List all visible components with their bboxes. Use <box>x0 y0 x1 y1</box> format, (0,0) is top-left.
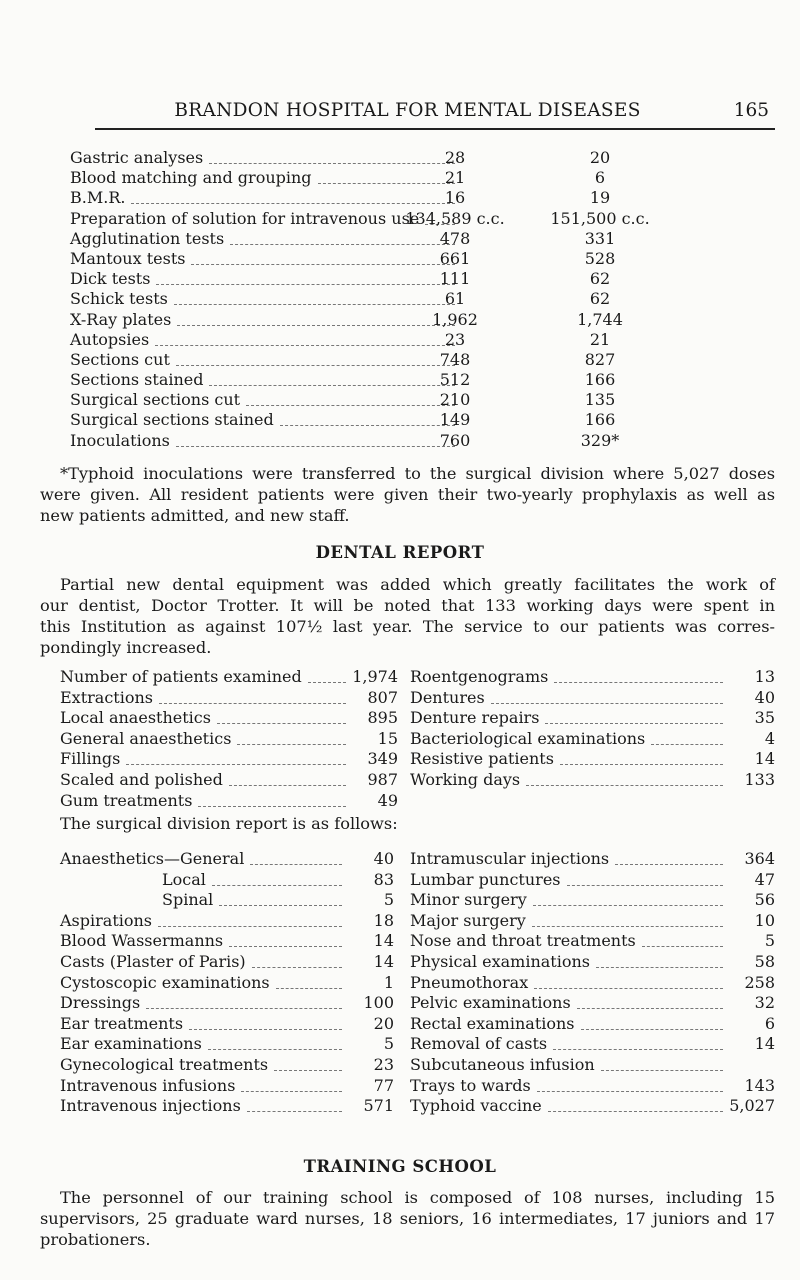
dot-leader <box>250 864 342 865</box>
header-rule <box>95 128 775 130</box>
dental-paragraph <box>40 574 775 658</box>
list-item <box>60 729 398 750</box>
list-item <box>60 993 394 1014</box>
lab-value-1: 512 <box>439 370 471 390</box>
item-label: Roentgenograms <box>410 667 549 686</box>
lab-label: X-Ray plates <box>70 309 172 329</box>
dental-left-list <box>60 667 398 811</box>
item-label: Bacteriological examinations <box>410 728 646 748</box>
dot-leader <box>491 703 723 704</box>
list-item <box>60 749 398 770</box>
lab-table <box>70 148 780 451</box>
list-item <box>410 931 775 952</box>
lab-value-2: 329* <box>580 430 620 450</box>
lab-value-2: 166 <box>584 370 616 390</box>
dot-leader <box>577 1008 723 1009</box>
item-value: 18 <box>373 910 394 930</box>
dot-leader <box>581 1029 723 1030</box>
lab-value-1: 61 <box>444 289 466 309</box>
dental-heading: DENTAL REPORT <box>315 543 485 562</box>
list-item <box>60 667 398 688</box>
item-label: Gynecological treatments <box>60 1054 269 1074</box>
list-item <box>60 931 394 952</box>
lab-value-2: 166 <box>584 410 616 430</box>
item-value: 15 <box>377 728 398 748</box>
dot-leader <box>601 1070 723 1071</box>
list-item <box>410 973 775 994</box>
dot-leader <box>567 885 724 886</box>
dot-leader <box>642 946 723 947</box>
item-value: 20 <box>373 1013 394 1033</box>
dot-leader <box>596 967 723 968</box>
item-value: 58 <box>754 951 775 971</box>
lab-label: Dick tests <box>70 269 151 289</box>
item-label: Anaesthetics—General <box>60 849 245 868</box>
item-value: 32 <box>754 993 775 1013</box>
item-value: 40 <box>373 849 394 868</box>
item-value: 895 <box>367 708 398 728</box>
dot-leader <box>615 864 723 865</box>
item-value: 40 <box>754 687 775 707</box>
training-paragraph <box>40 1187 775 1250</box>
item-label: General anaesthetics <box>60 728 232 748</box>
item-value: 258 <box>744 972 775 992</box>
surgical-right-list <box>410 849 775 1117</box>
lab-value-2: 1,744 <box>577 309 623 329</box>
item-value: 56 <box>754 890 775 910</box>
dental-right-list <box>410 667 775 791</box>
list-item <box>410 890 775 911</box>
item-label: Cystoscopic examinations <box>60 972 270 992</box>
item-value: 35 <box>754 708 775 728</box>
list-item <box>60 791 398 812</box>
dot-leader <box>189 1029 342 1030</box>
list-item <box>60 708 398 729</box>
paragraph-line: Partial new dental equipment was added which greatly facilitates the work of <box>60 575 775 594</box>
lab-value-1: 16 <box>444 188 466 208</box>
dot-leader <box>554 682 723 683</box>
lab-label: Agglutination tests <box>70 228 225 248</box>
list-item <box>410 993 775 1014</box>
dot-leader <box>526 785 723 786</box>
lab-row <box>70 269 780 289</box>
item-label: Local <box>162 869 206 889</box>
lab-value-1: 478 <box>439 228 471 248</box>
lab-value-2: 528 <box>584 248 616 268</box>
lab-value-1: 111 <box>439 269 471 289</box>
item-value: 77 <box>373 1075 394 1095</box>
item-value: 5 <box>764 931 775 951</box>
lab-label: Schick tests <box>70 289 168 309</box>
typhoid-footnote <box>40 463 775 526</box>
list-item <box>410 667 775 688</box>
paragraph-line: probationers. <box>40 1230 151 1249</box>
dot-leader <box>548 1111 723 1112</box>
item-label: Scaled and polished <box>60 769 223 789</box>
item-label: Major surgery <box>410 910 526 930</box>
list-item <box>60 1034 394 1055</box>
page-header <box>40 100 775 124</box>
item-label: Blood Wassermanns <box>60 931 224 951</box>
footnote-line: *Typhoid inoculations were transferred to the surgical division where 5,027 doses <box>60 464 775 483</box>
lab-row <box>70 310 780 330</box>
dot-leader <box>229 785 346 786</box>
lab-row <box>70 289 780 309</box>
item-label: Gum treatments <box>60 790 193 810</box>
item-label: Number of patients examined <box>60 667 302 686</box>
list-item <box>410 729 775 750</box>
item-value: 23 <box>373 1054 394 1074</box>
lab-row <box>70 209 780 229</box>
item-label: Casts (Plaster of Paris) <box>60 951 246 971</box>
item-value: 14 <box>373 931 394 951</box>
lab-value-1: 1,962 <box>432 309 478 329</box>
item-label: Intravenous injections <box>60 1096 241 1116</box>
list-item <box>410 708 775 729</box>
lab-row <box>70 168 780 188</box>
dot-leader <box>237 744 346 745</box>
lab-label: Mantoux tests <box>70 248 186 268</box>
dot-leader <box>651 744 723 745</box>
lab-value-2: 6 <box>594 168 606 188</box>
lab-value-2: 19 <box>589 188 611 208</box>
list-item <box>60 890 394 911</box>
lab-value-1: 23 <box>444 329 466 349</box>
lab-row <box>70 431 780 451</box>
dot-leader <box>212 885 342 886</box>
lab-label: Preparation of solution for intravenous use <box>70 208 420 228</box>
item-value: 14 <box>373 951 394 971</box>
dot-leader <box>146 1008 342 1009</box>
lab-value-1: 28 <box>444 148 466 167</box>
list-item <box>60 973 394 994</box>
lab-label: Sections stained <box>70 370 204 390</box>
item-value: 349 <box>367 749 398 769</box>
list-item <box>410 849 775 870</box>
lab-row <box>70 249 780 269</box>
dot-leader <box>208 1049 342 1050</box>
item-label: Minor surgery <box>410 890 527 910</box>
surgical-left-list <box>60 849 394 1117</box>
paragraph-line: supervisors, 25 graduate ward nurses, 18 seniors, 16 intermediates, 17 juniors and 17 <box>40 1209 775 1228</box>
item-value: 5,027 <box>729 1096 775 1116</box>
dot-leader <box>545 723 723 724</box>
list-item <box>60 849 394 870</box>
paragraph-line: this Institution as against 107½ last year. The service to our patients was corres- <box>40 617 775 636</box>
lab-label: Blood matching and grouping <box>70 168 312 188</box>
footnote-line: were given. All resident patients were given their two-yearly prophylaxis as well as <box>40 485 775 504</box>
list-item <box>60 911 394 932</box>
dot-leader <box>219 905 342 906</box>
item-label: Pneumothorax <box>410 972 529 992</box>
item-label: Local anaesthetics <box>60 708 211 728</box>
item-value: 143 <box>744 1075 775 1095</box>
lab-value-1: 760 <box>439 430 471 450</box>
item-value: 100 <box>363 993 394 1013</box>
paragraph-line: pondingly increased. <box>40 638 212 657</box>
list-item <box>60 952 394 973</box>
dot-leader <box>276 988 342 989</box>
lab-row <box>70 188 780 208</box>
dot-leader <box>217 723 346 724</box>
surgical-intro: The surgical division report is as follows: <box>60 814 398 833</box>
lab-label: B.M.R. <box>70 188 126 208</box>
item-label: Pelvic examinations <box>410 993 571 1013</box>
item-label: Spinal <box>162 890 214 910</box>
item-value: 571 <box>363 1096 394 1116</box>
item-label: Rectal examinations <box>410 1013 575 1033</box>
item-label: Trays to wards <box>410 1075 531 1095</box>
list-item <box>410 688 775 709</box>
item-label: Ear examinations <box>60 1034 202 1054</box>
lab-label: Surgical sections stained <box>70 410 274 430</box>
list-item <box>410 1055 775 1076</box>
lab-value-2: 331 <box>584 228 616 248</box>
training-heading: TRAINING SCHOOL <box>303 1157 497 1176</box>
lab-row <box>70 370 780 390</box>
item-value: 83 <box>373 869 394 889</box>
lab-value-1: 149 <box>439 410 471 430</box>
lab-value-1: 661 <box>439 248 471 268</box>
dot-leader <box>308 682 346 683</box>
item-label: Typhoid vaccine <box>410 1096 542 1116</box>
dot-leader <box>274 1070 342 1071</box>
lab-value-2: 21 <box>589 329 611 349</box>
dot-leader <box>229 946 342 947</box>
item-label: Denture repairs <box>410 708 540 728</box>
item-label: Fillings <box>60 749 121 769</box>
item-value: 13 <box>754 667 775 686</box>
item-label: Extractions <box>60 687 153 707</box>
item-value: 987 <box>367 769 398 789</box>
list-item <box>60 688 398 709</box>
item-label: Intravenous infusions <box>60 1075 236 1095</box>
item-value: 1,974 <box>352 667 398 686</box>
lab-value-1: 21 <box>444 168 466 188</box>
dot-leader <box>537 1091 723 1092</box>
item-value: 14 <box>754 749 775 769</box>
lab-value-1: 748 <box>439 349 471 369</box>
item-label: Lumbar punctures <box>410 869 561 889</box>
page-title: BRANDON HOSPITAL FOR MENTAL DISEASES <box>174 100 641 121</box>
lab-value-1: 134,589 c.c. <box>405 208 505 228</box>
item-label: Dentures <box>410 687 485 707</box>
list-item <box>60 870 394 891</box>
lab-label: Inoculations <box>70 430 170 450</box>
item-label: Working days <box>410 769 521 789</box>
item-value: 5 <box>383 890 394 910</box>
lab-value-2: 151,500 c.c. <box>550 208 650 228</box>
lab-value-2: 135 <box>584 390 616 410</box>
page-number: 165 <box>733 100 769 121</box>
item-label: Nose and throat treatments <box>410 931 636 951</box>
dot-leader <box>560 764 723 765</box>
dot-leader <box>533 905 723 906</box>
item-label: Removal of casts <box>410 1034 548 1054</box>
dot-leader <box>534 988 723 989</box>
lab-value-2: 62 <box>589 289 611 309</box>
lab-row <box>70 229 780 249</box>
item-value: 807 <box>367 687 398 707</box>
item-value: 1 <box>383 972 394 992</box>
item-label: Dressings <box>60 993 141 1013</box>
list-item <box>60 1055 394 1076</box>
item-value: 47 <box>754 869 775 889</box>
list-item <box>410 911 775 932</box>
lab-row <box>70 410 780 430</box>
item-value: 6 <box>764 1013 775 1033</box>
dot-leader <box>532 926 723 927</box>
list-item <box>410 1014 775 1035</box>
paragraph-line: our dentist, Doctor Trotter. It will be noted that 133 working days were spent in <box>40 596 775 615</box>
dot-leader <box>159 703 346 704</box>
list-item <box>60 1076 394 1097</box>
dot-leader <box>158 926 342 927</box>
item-label: Intramuscular injections <box>410 849 610 868</box>
item-label: Physical examinations <box>410 951 590 971</box>
list-item <box>410 1076 775 1097</box>
item-value: 364 <box>744 849 775 868</box>
item-label: Aspirations <box>60 910 153 930</box>
lab-row <box>70 350 780 370</box>
dot-leader <box>247 1111 342 1112</box>
list-item <box>410 749 775 770</box>
item-value: 10 <box>754 910 775 930</box>
dot-leader <box>241 1091 342 1092</box>
item-label: Subcutaneous infusion <box>410 1054 595 1074</box>
lab-row <box>70 390 780 410</box>
lab-label: Gastric analyses <box>70 148 204 167</box>
lab-label: Autopsies <box>70 329 150 349</box>
lab-label: Sections cut <box>70 349 170 369</box>
item-label: Ear treatments <box>60 1013 184 1033</box>
dot-leader <box>126 764 346 765</box>
item-value: 133 <box>744 769 775 789</box>
lab-row <box>70 330 780 350</box>
list-item <box>60 1096 394 1117</box>
list-item <box>410 870 775 891</box>
lab-value-1: 210 <box>439 390 471 410</box>
lab-value-2: 20 <box>589 148 611 167</box>
lab-value-2: 827 <box>584 349 616 369</box>
footnote-line: new patients admitted, and new staff. <box>40 506 350 525</box>
lab-label: Surgical sections cut <box>70 390 241 410</box>
list-item <box>410 1034 775 1055</box>
dot-leader <box>553 1049 723 1050</box>
paragraph-line: The personnel of our training school is composed of 108 nurses, including 15 <box>60 1188 775 1207</box>
item-value: 4 <box>764 728 775 748</box>
item-value: 5 <box>383 1034 394 1054</box>
dot-leader <box>252 967 342 968</box>
list-item <box>410 952 775 973</box>
item-label: Resistive patients <box>410 749 554 769</box>
list-item <box>410 1096 775 1117</box>
lab-row <box>70 148 780 168</box>
list-item <box>60 770 398 791</box>
list-item <box>410 770 775 791</box>
item-value: 49 <box>377 790 398 810</box>
list-item <box>60 1014 394 1035</box>
lab-value-2: 62 <box>589 269 611 289</box>
dot-leader <box>198 806 346 807</box>
item-value: 14 <box>754 1034 775 1054</box>
